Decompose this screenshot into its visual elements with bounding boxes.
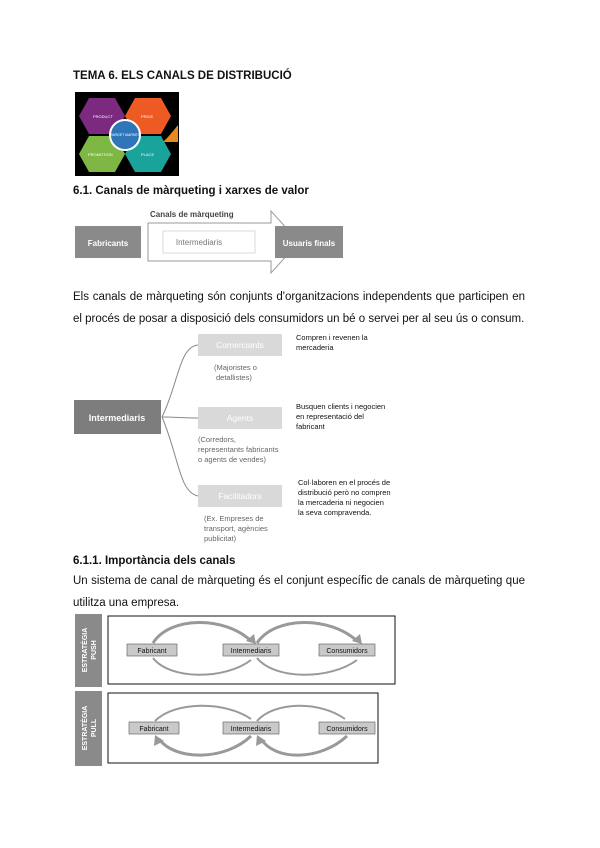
push-node-fabricant-label: Fabricant — [137, 648, 167, 655]
push-node-intermediaris-label: Intermediaris — [230, 648, 272, 655]
hex-label-product: PRODUCT — [93, 114, 113, 119]
tree-sub-facilitadors-3: publicitat) — [204, 534, 237, 543]
paragraph-sistema: Un sistema de canal de màrqueting és el conjunt específic de canals de màrqueting que utilitza una empresa. — [73, 575, 525, 609]
tree-desc-facilitadors-4: la seva compravenda. — [298, 508, 372, 517]
channel-flow-diagram — [75, 207, 345, 277]
tree-line-3 — [162, 417, 198, 496]
tree-sub-comerciants-1: (Majoristes o — [214, 363, 257, 372]
pull-side-label-1: ESTRATÈGIA — [82, 705, 89, 751]
tree-desc-comerciants-2: mercaderia — [296, 343, 334, 352]
section-heading-6-1: 6.1. Canals de màrqueting i xarxes de valor — [73, 185, 309, 197]
tree-desc-facilitadors-1: Col·laboren en el procés de — [298, 478, 391, 487]
hex-label-place: PLACE — [141, 152, 155, 157]
flow-label-intermediaris: Intermediaris — [175, 238, 223, 247]
section-heading-6-1-1: 6.1.1. Importància dels canals — [73, 555, 236, 567]
pull-strategy-diagram — [75, 691, 397, 766]
hex-label-promotion: PROMOTION — [88, 152, 113, 157]
tree-sub-facilitadors-2: transport, agències — [204, 524, 268, 533]
marketing-mix-image — [75, 92, 179, 176]
tree-label-facilitadors: Facilitadors — [218, 491, 262, 501]
pull-node-consumidors-label: Consumidors — [326, 726, 368, 733]
push-strategy-diagram — [75, 614, 397, 687]
tree-desc-agents-3: fabricant — [296, 422, 325, 431]
orange-arrow-icon — [163, 125, 178, 142]
hex-label-price: PRICE — [141, 114, 154, 119]
tree-desc-agents-2: en representació del — [296, 412, 364, 421]
page-title: TEMA 6. ELS CANALS DE DISTRIBUCIÓ — [73, 70, 292, 82]
tree-desc-comerciants-1: Compren i revenen la — [296, 333, 368, 342]
pull-side-label-2: PULL — [91, 718, 98, 738]
flow-label-usuaris: Usuaris finals — [282, 239, 336, 248]
tree-line-2 — [162, 417, 198, 418]
tree-desc-facilitadors-3: la mercaderia ni negocien — [298, 498, 384, 507]
tree-root-label: Intermediaris — [88, 413, 146, 423]
tree-sub-agents-3: o agents de vendes) — [198, 455, 266, 464]
tree-desc-agents-1: Busquen clients i negocien — [296, 402, 386, 411]
tree-desc-facilitadors-2: distribució però no compren — [298, 488, 391, 497]
flow-caption: Canals de màrqueting — [150, 210, 234, 219]
tree-sub-agents-1: (Corredors, — [198, 435, 236, 444]
tree-label-comerciants: Comerciants — [216, 340, 264, 350]
hex-label-target: TARGET MARKET — [110, 133, 140, 137]
tree-sub-agents-2: representants fabricants — [198, 445, 279, 454]
tree-sub-comerciants-2: detallistes) — [216, 373, 252, 382]
tree-label-agents: Agents — [226, 413, 254, 423]
tree-line-1 — [162, 345, 198, 417]
push-side-label-2: PUSH — [91, 640, 98, 660]
pull-node-fabricant-label: Fabricant — [139, 726, 169, 733]
push-side-label-1: ESTRATÈGIA — [82, 627, 89, 673]
intermediaries-tree — [74, 332, 424, 547]
tree-sub-facilitadors-1: (Ex. Empreses de — [204, 514, 264, 523]
flow-label-fabricants: Fabricants — [87, 239, 129, 248]
pull-node-intermediaris-label: Intermediaris — [230, 726, 272, 733]
push-node-consumidors-label: Consumidors — [326, 648, 368, 655]
paragraph-canals: Els canals de màrqueting són conjunts d'organitzacions independents que participen en el procés de posar a disposició dels consumidors un bé o servei per al seu ús o consum. — [73, 291, 525, 325]
